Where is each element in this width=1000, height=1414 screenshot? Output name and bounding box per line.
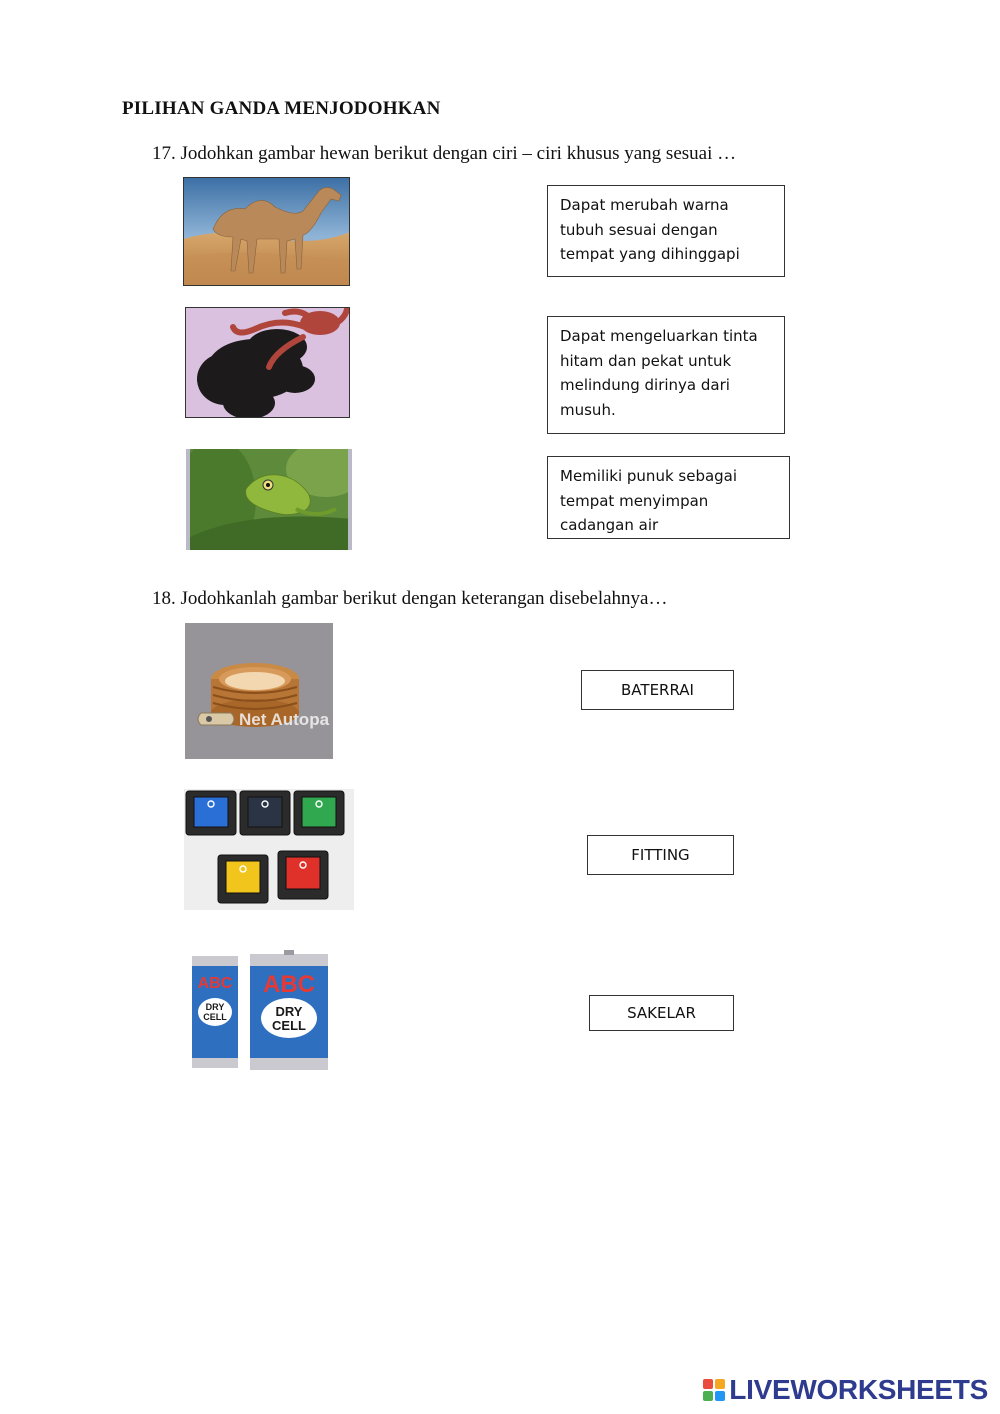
description-line: tubuh sesuai dengan (560, 220, 718, 239)
answer-box-2[interactable] (587, 835, 734, 875)
rocker-switch-image[interactable] (184, 789, 354, 910)
answer-box-1[interactable] (581, 670, 734, 710)
camel-image[interactable] (183, 177, 350, 286)
fitting-watermark-text: Net Autopa (239, 710, 330, 729)
description-line: cadangan air (560, 516, 659, 534)
description-box-3[interactable] (547, 456, 790, 539)
description-box-1[interactable] (547, 185, 785, 277)
logo-square-orange (715, 1379, 725, 1389)
description-line: tempat menyimpan (560, 491, 709, 510)
description-line: Dapat merubah warna (560, 196, 729, 214)
description-line: Memiliki punuk sebagai (560, 467, 738, 485)
description-line: hitam dan pekat untuk (560, 351, 732, 370)
question-17-text: 17. Jodohkan gambar hewan berikut dengan ciri – ciri khusus yang sesuai … (152, 143, 737, 164)
answer-label: FITTING (631, 846, 690, 864)
octopus-image[interactable] (185, 307, 350, 418)
lamp-fitting-image[interactable] (185, 623, 333, 759)
logo-text: LIVEWORKSHEETS (729, 1374, 988, 1405)
answer-label: BATERRAI (621, 681, 694, 699)
description-line: tempat yang dihinggapi (560, 245, 740, 263)
question-18-text: 18. Jodohkanlah gambar berikut dengan keterangan disebelahnya… (152, 588, 668, 609)
battery-brand-large: ABC (263, 971, 315, 998)
battery-brand-small: ABC (197, 975, 233, 992)
description-line: melindung dirinya dari (560, 376, 730, 394)
battery-label-large-2: CELL (272, 1018, 306, 1033)
battery-label-small-2: CELL (203, 1012, 227, 1022)
battery-label-small-1: DRY (205, 1002, 225, 1012)
logo-mark-icon (703, 1379, 725, 1401)
description-box-2[interactable] (547, 316, 785, 434)
liveworksheets-logo (703, 1374, 988, 1406)
description-line: musuh. (560, 400, 616, 419)
answer-box-3[interactable] (589, 995, 734, 1031)
battery-label-large-1: DRY (275, 1004, 303, 1019)
logo-square-blue (715, 1391, 725, 1401)
description-line: Dapat mengeluarkan tinta (560, 327, 758, 345)
answer-label: SAKELAR (627, 1004, 696, 1022)
battery-image[interactable] (190, 950, 330, 1072)
chameleon-image[interactable] (186, 449, 352, 550)
section-heading: PILIHAN GANDA MENJODOHKAN (122, 98, 441, 119)
logo-square-red (703, 1379, 713, 1389)
logo-square-green (703, 1391, 713, 1401)
